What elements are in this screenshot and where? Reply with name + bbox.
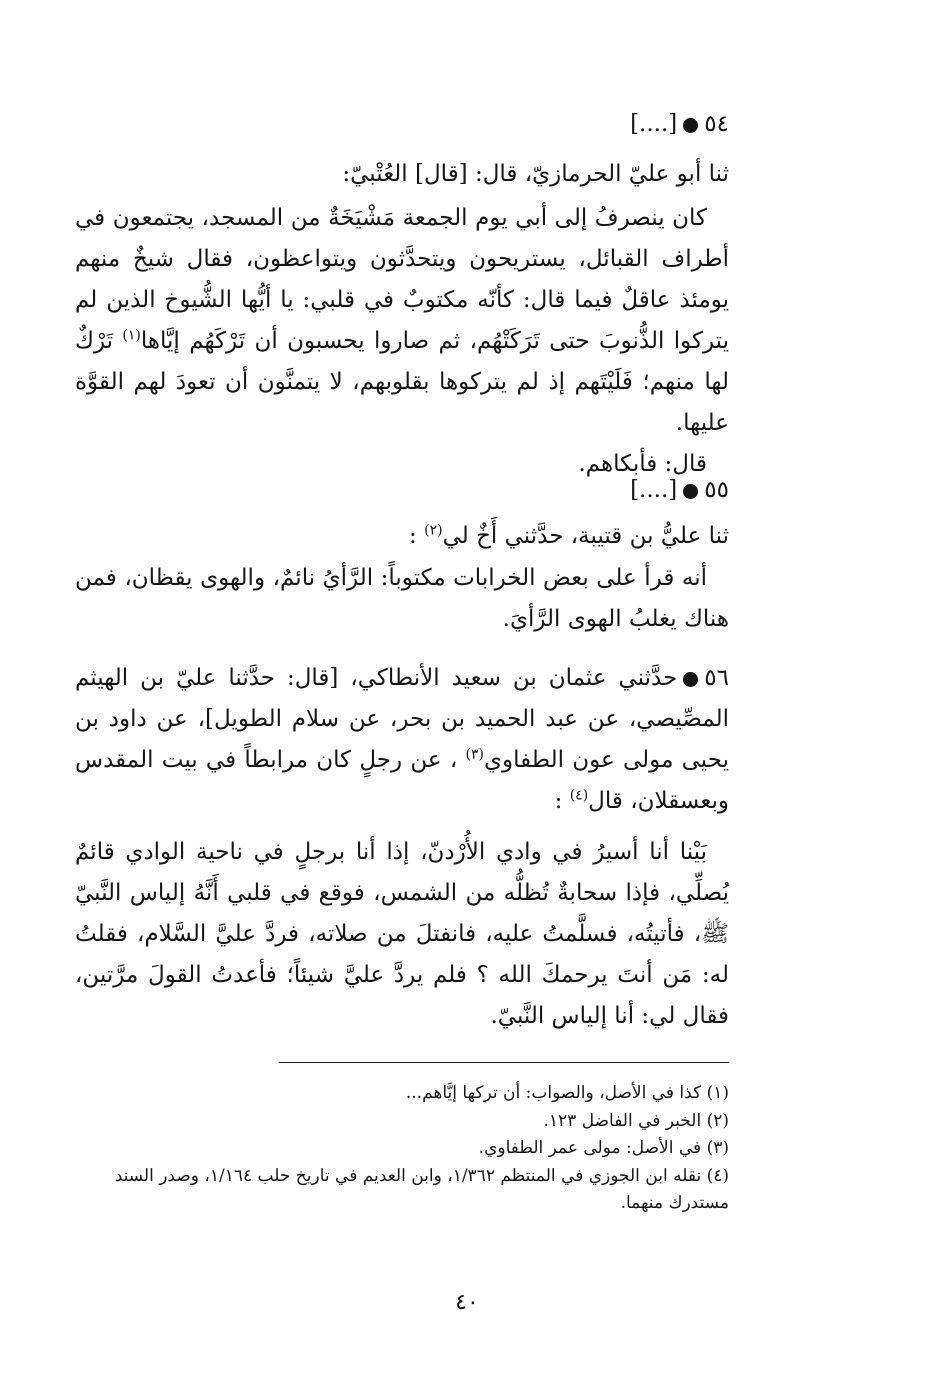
section-54-heading	[75, 108, 729, 140]
isnad-text-continued: ، عن رجلٍ كان مرابطاً في بيت المقدس وبعسقلان، قال	[75, 746, 729, 814]
section-number: ٥٦	[704, 665, 729, 691]
section-number: ٥٥	[704, 477, 729, 503]
narration-text: أنه قرأ على بعض الخرابات مكتوباً: الرَّأيُ نائمٌ، والهوى يقظان، فمن هناك يغلبُ الهوى الرَّأيَ.	[75, 565, 729, 633]
footnote-ref: (١)	[122, 327, 141, 344]
footnote-ref: (٢)	[424, 522, 443, 539]
isnad-line: ثنا أبو عليّ الحرمازيّ، قال: [قال] العُتْبيّ:	[342, 161, 729, 188]
section-55	[75, 474, 729, 640]
narration-body: كان ينصرفُ إلى أبي يوم الجمعة مَشْيَخَةٌ من المسجد، يجتمعون في أطراف القبائل، يستريحون ويتحدَّثون ويتواعظون، فقال شيخٌ منهم يومئذ عاقلٌ فيما قال: كأنّه مكتوبٌ في قلبي: يا أيُّها الشُّيوخ الذين لم يتركوا الذُّنوبَ حتى تَرَكَتْهُم، ثم صاروا يحسبون أن تَرْكَهُم إيَّاها	[75, 205, 729, 355]
footnote-separator	[279, 1062, 729, 1063]
section-54	[75, 108, 729, 485]
footnote-3: (٣) في الأصل: مولى عمر الطفاوي.	[478, 1138, 729, 1159]
page-number: ٤٠	[455, 1290, 479, 1315]
bullet-dot-icon	[683, 484, 698, 499]
isnad-text: ثنا عليُّ بن قتيبة، حدَّثني أَخٌ لي	[442, 523, 729, 550]
footnote-ref: (٤)	[569, 787, 589, 804]
lacuna-marker: [....]	[630, 477, 678, 503]
isnad-text: حدَّثني عثمان بن سعيد الأنطاكي، [قال: حدَّثنا عليّ بن الهيثم المصِّيصي، عن عبد الحميد بن بحر، عن سلام الطويل]، عن داود بن يحيى مولى عون الطفاوي	[75, 665, 729, 773]
narration-text: بَيْنا أنا أسيرُ في وادي الأُرْدنّ، إذا أنا برجلٍ في ناحية الوادي قائمٌ يُصلِّي، فإذا سحابةٌ تُظلُّه من الشمس، فوقع في قلبي أَنَّهُ إلياس النَّبيّ ﷺ، فأتيتُه، فسلَّمتُ عليه، فانفتلَ من صلاته، فردَّ عليَّ السَّلام، فقلتُ له: مَن أنتَ يرحمكَ الله ؟ فلم يردَّ عليَّ شيئاً؛ فأعدتُ القولَ مرَّتين، فقال لي: أنا إلياس النَّبيّ.	[75, 838, 729, 1029]
isnad-colon: :	[409, 523, 425, 550]
isnad-colon: :	[554, 787, 570, 814]
footnote-1: (١) كذا في الأصل، والصواب: أن تركها إيَّاهم...	[405, 1083, 729, 1103]
section-number: ٥٤	[704, 111, 729, 137]
narration-body-continued: تَرْكٌ لها منهم؛ فَلَيْتَهم إذ لم يتركوها بقلوبهم، لا يتمنَّون أن تعودَ لهم القوَّة عليها.	[75, 328, 729, 437]
closing-line: قال: فأبكاهم.	[578, 451, 707, 477]
narration-text	[75, 198, 729, 444]
footnotes	[75, 1080, 729, 1218]
footnote-4: (٤) نقله ابن الجوزي في المنتظم ١/٣٦٢، وابن العديم في تاريخ حلب ١/١٦٤، وصدر السند مستدرك منهما.	[114, 1165, 729, 1214]
section-55-heading	[75, 474, 729, 506]
isnad-line	[75, 520, 729, 552]
isnad-paragraph	[75, 658, 729, 822]
section-56	[75, 658, 729, 1036]
bullet-dot-icon	[683, 672, 698, 687]
footnote-ref: (٣)	[465, 746, 484, 763]
lacuna-marker: [....]	[630, 111, 678, 137]
bullet-dot-icon	[683, 118, 698, 133]
footnote-2: (٢) الخبر في الفاضل ١٢٣.	[543, 1110, 729, 1131]
